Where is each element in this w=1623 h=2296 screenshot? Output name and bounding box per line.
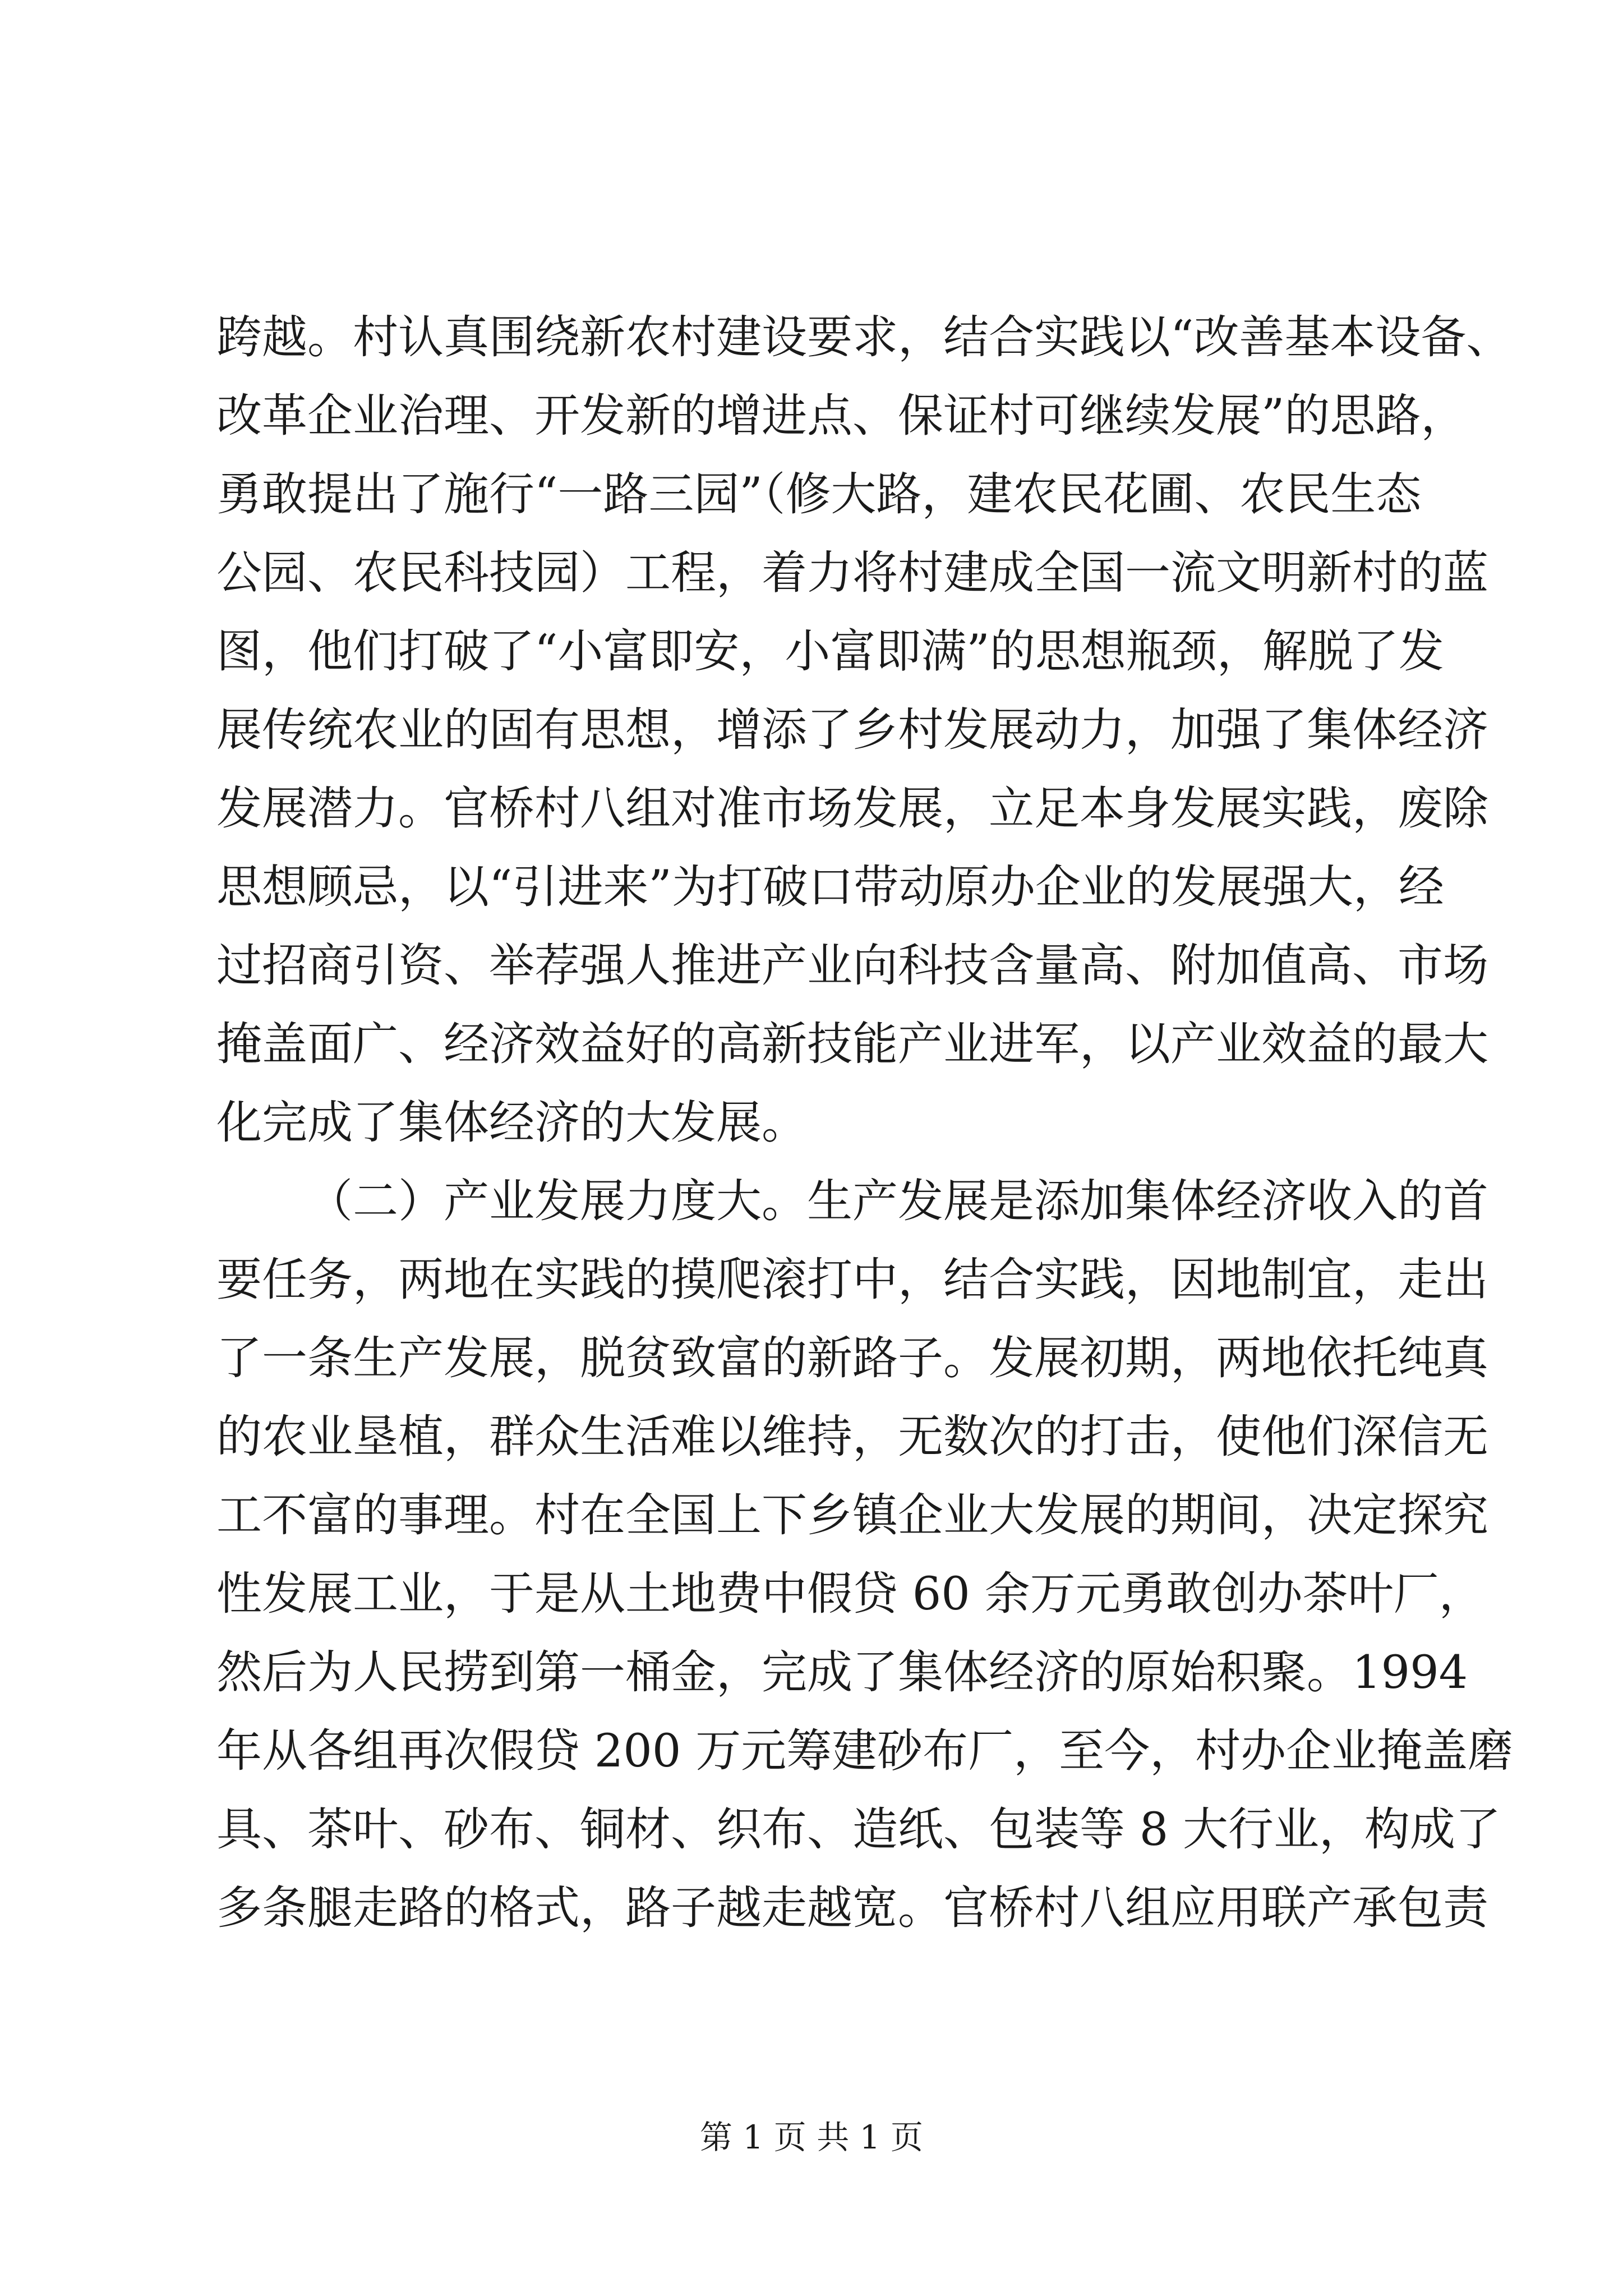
text-line-15: 的农业垦植，群众生活难以维持，无数次的打击，使他们深信无 bbox=[216, 1411, 1489, 1464]
text-line-4: 公园、农民科技园）工程，着力将村建成全国一流文明新村的蓝 bbox=[216, 547, 1489, 600]
text-line-8: 思想顾忌，以“引进来”为打破口带动原办企业的发展强大，经 bbox=[216, 861, 1444, 914]
text-line-20: 具、茶叶、砂布、铜材、织布、造纸、包装等 8 大行业，构成了 bbox=[216, 1803, 1501, 1856]
text-line-16: 工不富的事理。村在全国上下乡镇企业大发展的期间，决定探究 bbox=[216, 1489, 1489, 1542]
text-line-6: 展传统农业的固有思想，增添了乡村发展动力，加强了集体经济 bbox=[216, 704, 1489, 757]
text-line-17: 性发展工业，于是从土地费中假贷 60 余万元勇敢创办茶叶厂， bbox=[216, 1568, 1484, 1621]
text-line-19: 年从各组再次假贷 200 万元筹建砂布厂，至今，村办企业掩盖磨 bbox=[216, 1725, 1514, 1778]
text-line-5: 图，他们打破了“小富即安，小富即满”的思想瓶颈，解脱了发 bbox=[216, 625, 1444, 678]
text-line-14: 了一条生产发展，脱贫致富的新路子。发展初期，两地依托纯真 bbox=[216, 1332, 1489, 1385]
text-line-11: 化完成了集体经济的大发展。 bbox=[216, 1097, 808, 1149]
text-line-18: 然后为人民捞到第一桶金，完成了集体经济的原始积聚。1994 bbox=[216, 1646, 1468, 1699]
text-line-10: 掩盖面广、经济效益好的高新技能产业进军，以产业效益的最大 bbox=[216, 1018, 1489, 1071]
text-line-2: 改革企业治理、开发新的增进点、保证村可继续发展”的思路， bbox=[216, 390, 1467, 443]
text-line-1: 跨越。村认真围绕新农村建设要求，结合实践以“改善基本设备、 bbox=[216, 311, 1512, 364]
text-line-3: 勇敢提出了施行“一路三园”（修大路，建农民花圃、农民生态 bbox=[216, 468, 1422, 521]
text-line-13: 要任务，两地在实践的摸爬滚打中，结合实践，因地制宜，走出 bbox=[216, 1254, 1489, 1306]
text-line-12: （二）产业发展力度大。生产发展是添加集体经济收入的首 bbox=[307, 1175, 1489, 1228]
text-line-7: 发展潜力。官桥村八组对准市场发展，立足本身发展实践，废除 bbox=[216, 783, 1489, 835]
text-line-21: 多条腿走路的格式，路子越走越宽。官桥村八组应用联产承包责 bbox=[216, 1882, 1489, 1935]
page-number-footer: 第 1 页 共 1 页 bbox=[700, 2118, 923, 2156]
text-line-9: 过招商引资、举荐强人推进产业向科技含量高、附加值高、市场 bbox=[216, 940, 1489, 992]
